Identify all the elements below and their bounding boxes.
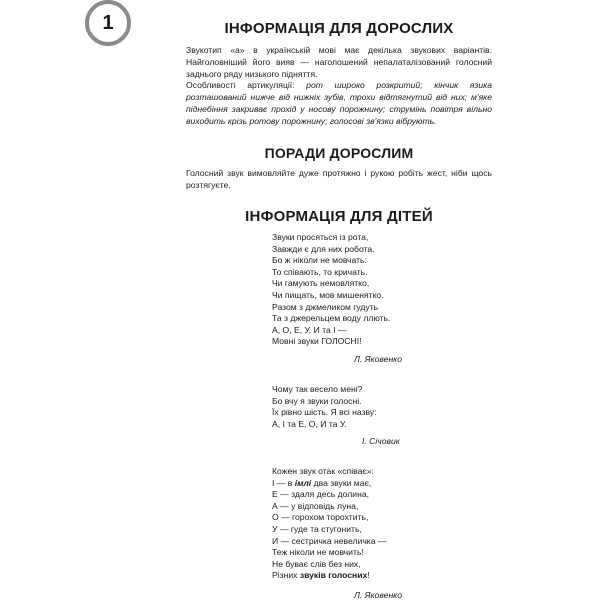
poem-emphasis: імлі <box>294 477 312 488</box>
poem-line: Звуки просяться із рота, <box>272 232 369 242</box>
articulation-intro: Особливості артикуляції: <box>186 80 307 91</box>
poem-line: Чи пищать, мов мишенятко. <box>272 289 384 300</box>
page-number-badge <box>85 0 131 46</box>
poem-2 <box>272 384 432 430</box>
poem-1 <box>272 232 432 348</box>
poem-line: А — у відповідь луна, <box>272 500 359 511</box>
poem-line <box>272 478 432 490</box>
adults-tips-text: Голосний звук вимовляйте дуже протяжно і рукою робіть жест, ніби щось розтягуєте. <box>186 168 492 190</box>
poem-line: Бо ж ніколи не мовчать: <box>272 255 367 266</box>
adults-info-title: ІНФОРМАЦІЯ ДЛЯ ДОРОСЛИХ <box>224 20 454 37</box>
adults-tips-title: ПОРАДИ ДОРОСЛИМ <box>264 145 414 161</box>
poem-line: Чому так весело мені? <box>272 384 363 394</box>
poem-line: О — горохом торохтить, <box>272 512 369 523</box>
poem-line: А, І та Е, О, И та У. <box>272 418 347 429</box>
poem-line: Їх рівно шість. Я всі назву: <box>272 407 377 418</box>
poem-emphasis: звуків голосних <box>299 570 368 581</box>
kids-info-title: ІНФОРМАЦІЯ ДЛЯ ДІТЕЙ <box>245 208 433 225</box>
poem-line: Завжди є для них робота. <box>272 243 375 254</box>
poem-line: Кожен звук отак «співає»: <box>272 466 374 476</box>
poem-fragment: ! <box>367 570 370 581</box>
poem-line: Та з джерельцем воду ллють. <box>272 313 391 324</box>
poem-3-author: Л. Яковенко <box>354 590 403 600</box>
adults-info-text <box>186 45 492 128</box>
poem-line: Бо вчу я звуки голосні. <box>272 395 362 406</box>
poem-fragment: два звуки має, <box>311 477 372 488</box>
poem-line: И — сестричка невеличка — <box>272 535 387 546</box>
poem-line: А, О, Е, У, И та І — <box>272 324 347 335</box>
poem-2-author: І. Січовик <box>362 436 400 446</box>
adults-info-para1: Звукотип «а» в українській мові має декілька звукових варіантів. Найголовніший його вияв — наголошений непалаталізований голосний заднього ряду низького підняття. <box>186 45 492 79</box>
poem-1-author: Л. Яковенко <box>354 354 403 364</box>
poem-line: У — гуде та стугонить, <box>272 523 362 534</box>
poem-line: То співають, то кричать. <box>272 266 368 277</box>
poem-line: Разом з джмеликом гудуть <box>272 301 379 312</box>
adults-info-para2 <box>186 80 492 127</box>
poem-line <box>272 570 432 582</box>
poem-fragment: Різних <box>272 570 300 581</box>
poem-fragment: І — в <box>272 477 295 488</box>
poem-line: Не буває слів без них, <box>272 558 361 569</box>
poem-line: Чи гамують немовлятко, <box>272 278 370 289</box>
articulation-details: рот широко розкритий; кінчик язика розташований нижче від нижніх зубів, трохи відтягнутий від них; м'яке піднебіння закриває прохід у носову порожнину; струмінь повітря вільно виходить крізь ротову порожнину; голосові зв'язки вібрують. <box>186 80 492 126</box>
page-number: 1 <box>102 11 114 34</box>
poem-line: Мовні звуки ГОЛОСНІ! <box>272 336 362 347</box>
poem-line: Е — здаля десь долина, <box>272 489 369 500</box>
poem-3 <box>272 466 432 582</box>
poem-line: Теж ніколи не мовчить! <box>272 547 364 558</box>
